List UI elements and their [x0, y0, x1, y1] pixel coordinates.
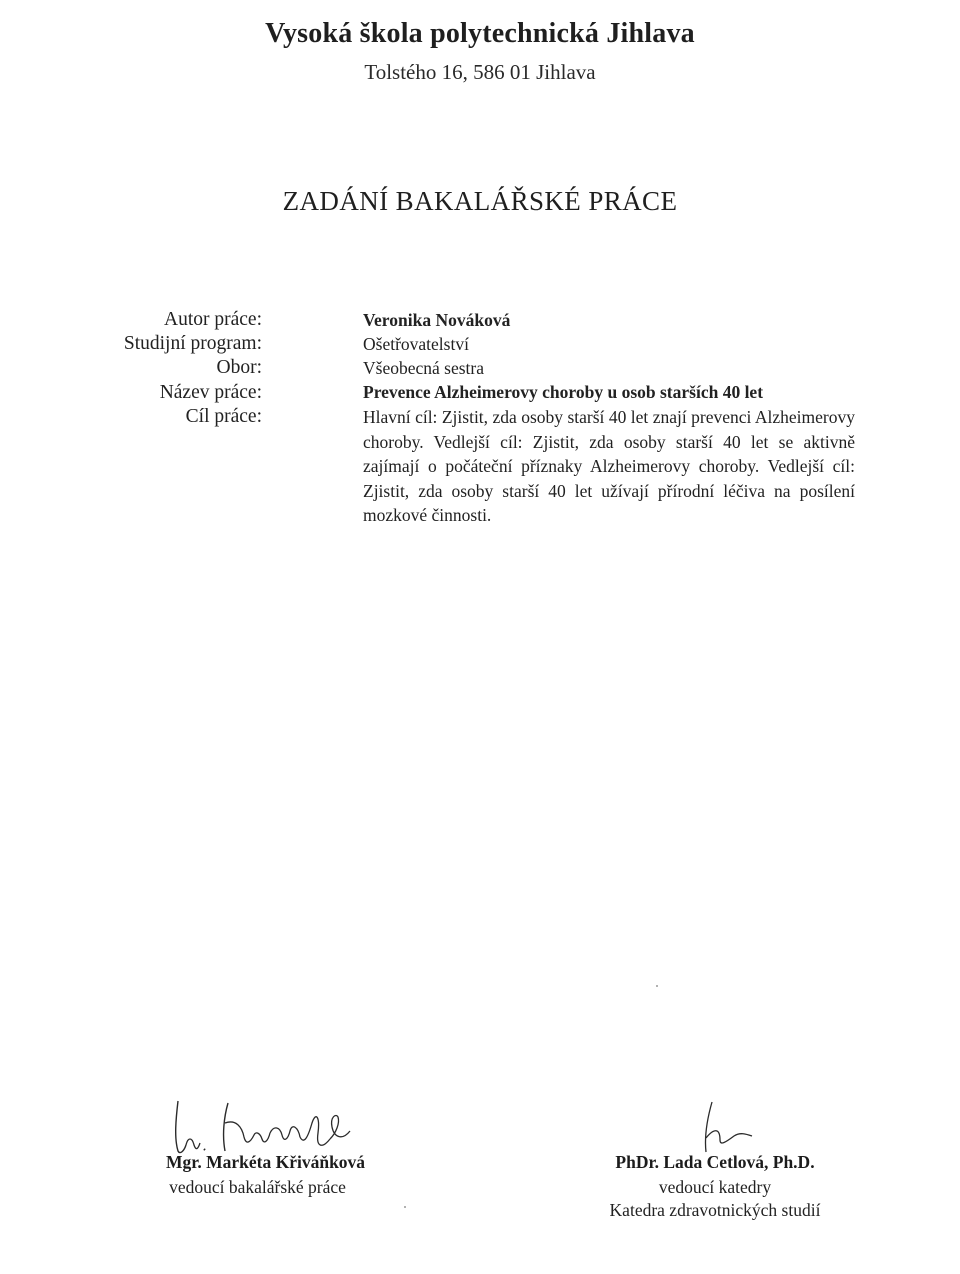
program-value: Ošetřovatelství — [363, 334, 469, 354]
supervisor-signature — [170, 1093, 360, 1158]
head-role: vedoucí katedry — [658, 1177, 772, 1197]
head-signature — [690, 1098, 760, 1158]
supervisor-name: Mgr. Markéta Křiváňková — [165, 1152, 366, 1172]
thesis-title-value: Prevence Alzheimerovy choroby u osob starších 40 let — [363, 382, 764, 402]
scan-speck — [656, 985, 658, 987]
goal-value: Hlavní cíl: Zjistit, zda osoby starší 40 let znají prevenci Alzheimerovy choroby. Vedlejší cíl: Zjistit, zda osoby starší 40 let se aktivně zajímají o počáteční příznaky Alzheimerovy choroby. Vedlejší cíl: Zjistit, zda osoby starší 40 let užívají přírodní léčiva na posílení mozkové činnosti. — [363, 407, 855, 525]
author-label: Autor práce: — [164, 309, 262, 330]
author-value: Veronika Nováková — [363, 310, 511, 330]
supervisor-role: vedoucí bakalářské práce — [169, 1177, 346, 1197]
school-name: Vysoká škola polytechnická Jihlava — [265, 18, 695, 49]
document-heading: ZADÁNÍ BAKALÁŘSKÉ PRÁCE — [282, 186, 678, 216]
field-value: Všeobecná sestra — [363, 358, 484, 378]
head-department: Katedra zdravotnických studií — [609, 1200, 821, 1220]
program-label: Studijní program: — [123, 333, 262, 354]
head-name: PhDr. Lada Cetlová, Ph.D. — [615, 1152, 815, 1172]
school-address: Tolstého 16, 586 01 Jihlava — [364, 60, 596, 84]
field-label: Obor: — [216, 357, 262, 378]
title-label: Název práce: — [159, 382, 262, 403]
goal-label: Cíl práce: — [185, 406, 262, 427]
scan-speck — [404, 1206, 406, 1208]
